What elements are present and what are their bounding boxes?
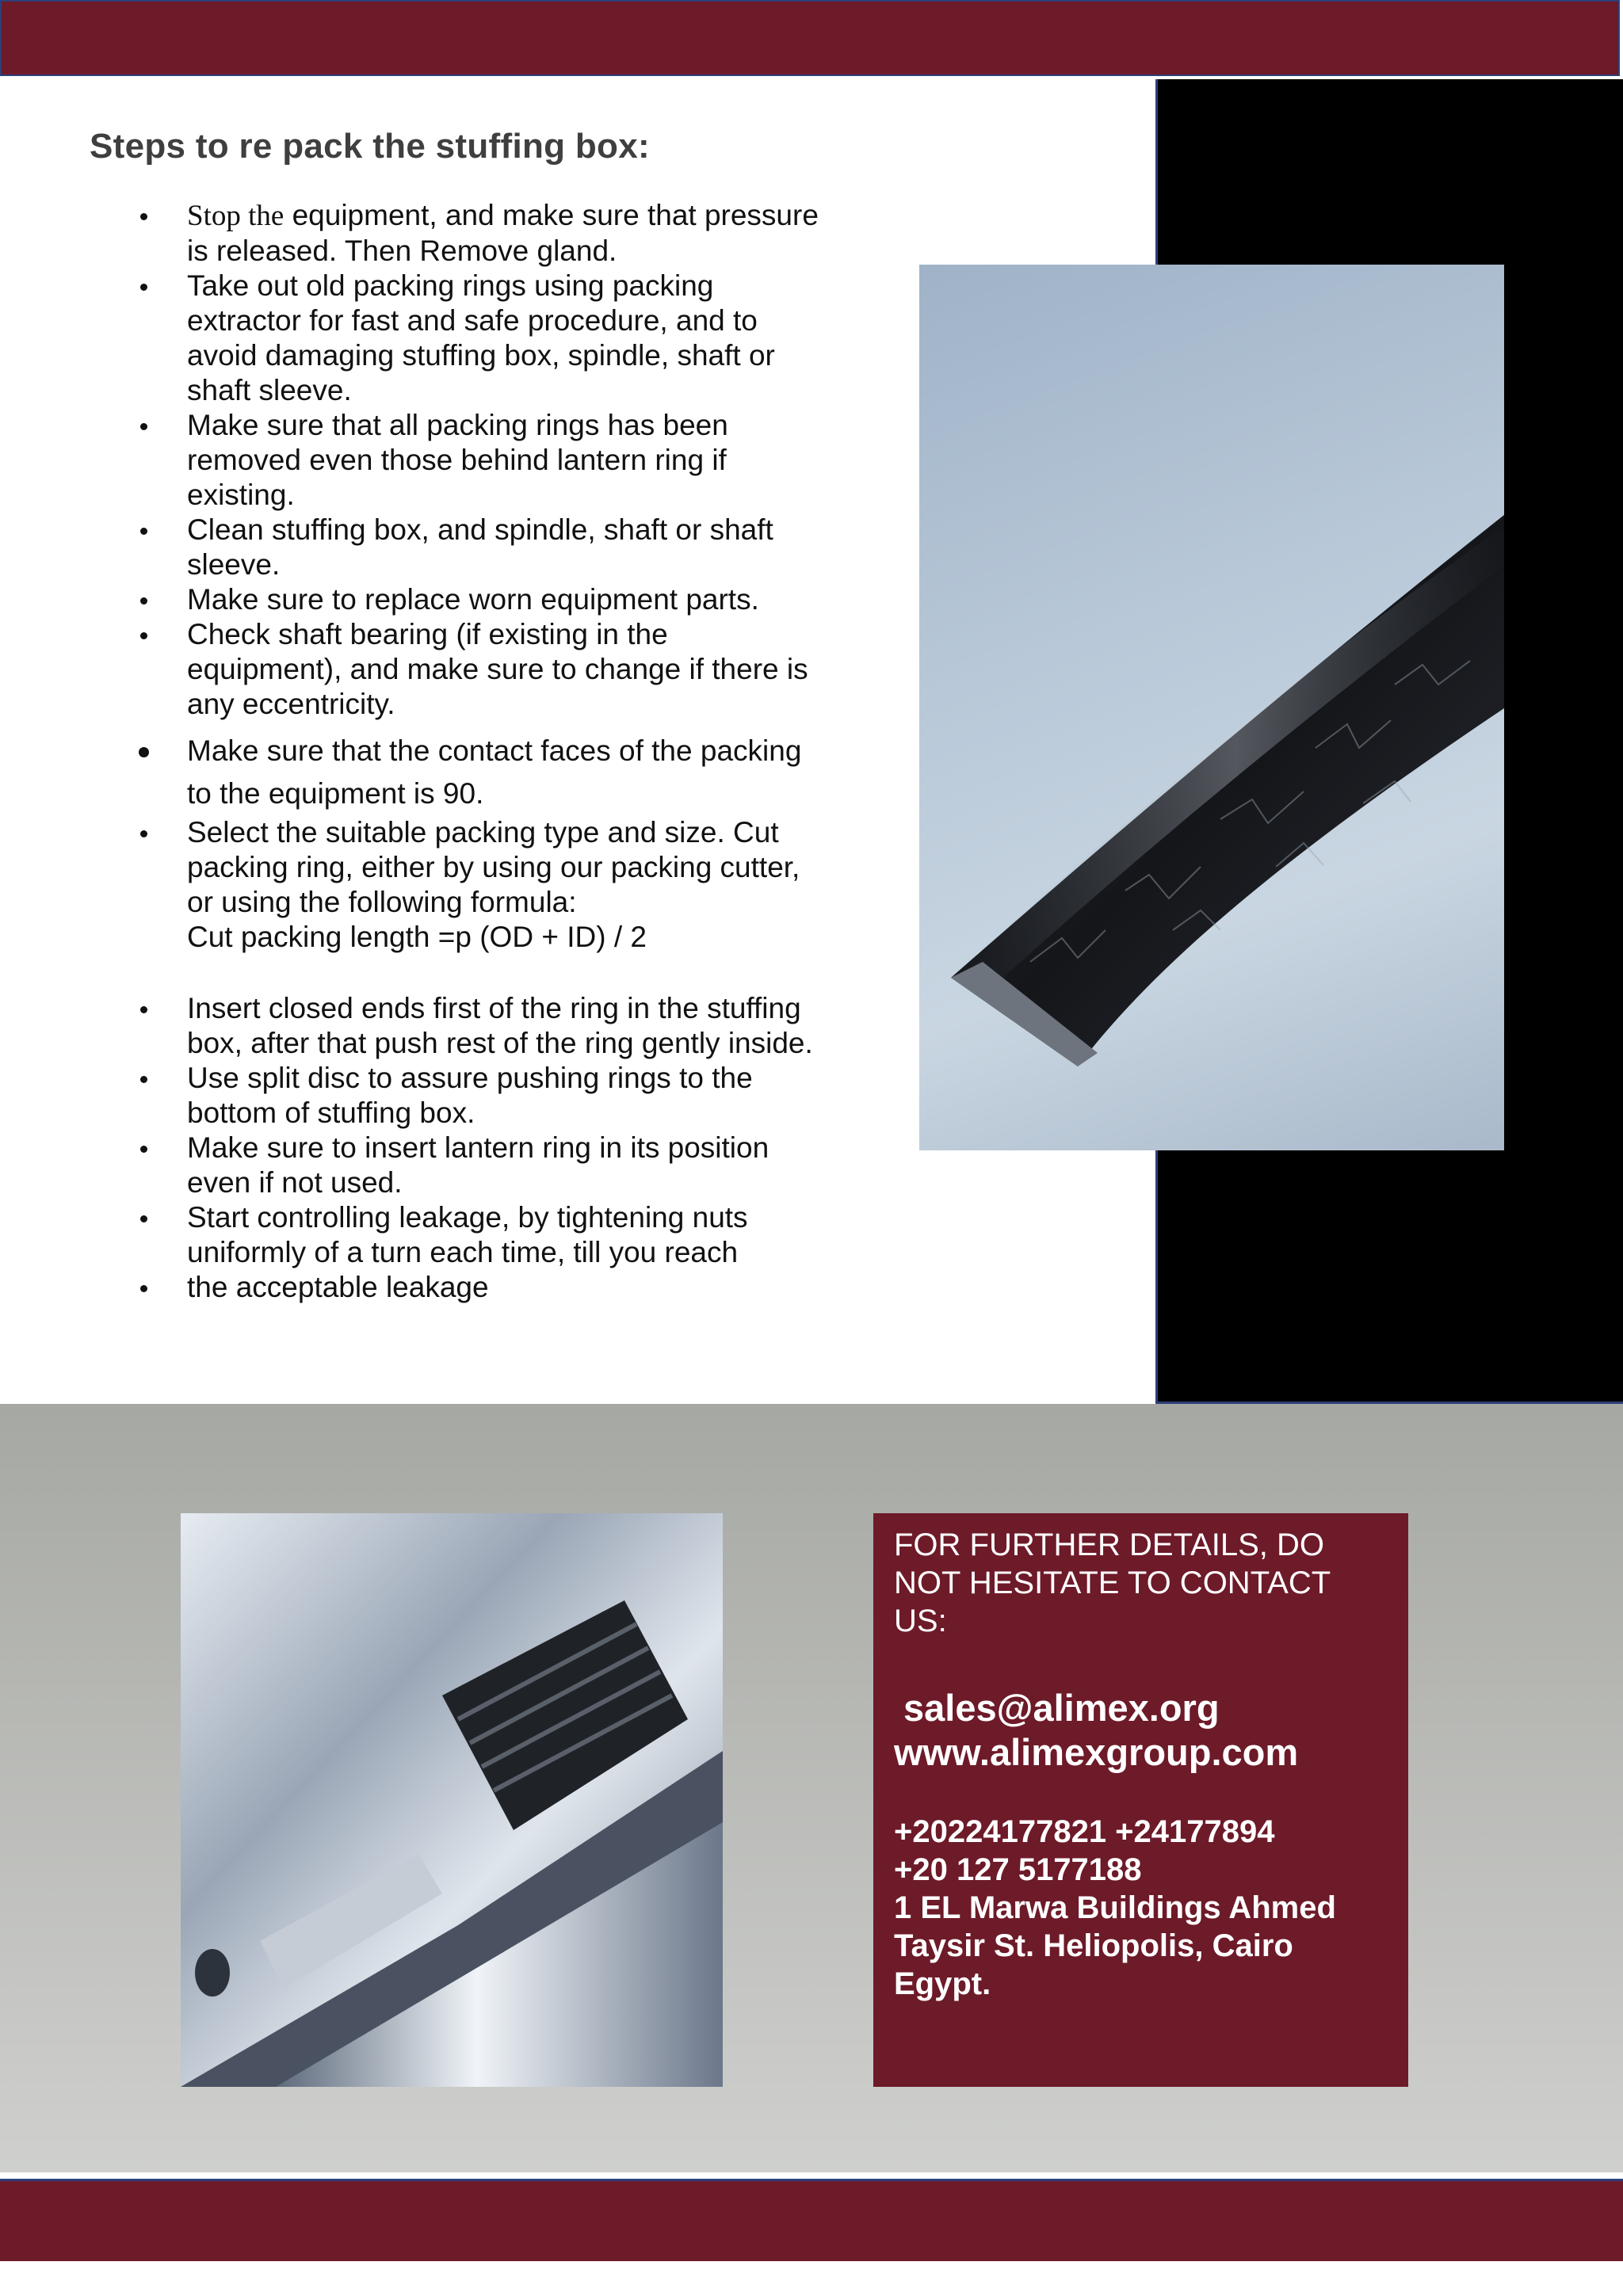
step-text: Make sure to insert lantern ring in its position even if not used. [187, 1131, 769, 1199]
list-item [135, 617, 824, 722]
step-text: Start controlling leakage, by tightening nuts uniformly of a turn each time, till you reach [187, 1201, 748, 1268]
email-link[interactable]: sales@alimex.org [903, 1687, 1220, 1729]
contact-box [873, 1513, 1408, 2087]
list-item [135, 1131, 824, 1200]
page-title: Steps to re pack the stuffing box: [90, 127, 650, 166]
address-line: 1 EL Marwa Buildings Ahmed [894, 1890, 1336, 1925]
step-text: Insert closed ends first of the ring in the stuffing box, after that push rest of the ring gently inside. [187, 992, 813, 1059]
stuffing-box-cutaway-photo [181, 1513, 723, 2087]
header-band [0, 0, 1620, 76]
phone-numbers: +20224177821 +24177894 [894, 1814, 1275, 1849]
list-item [135, 1270, 824, 1305]
repacking-steps-list [135, 198, 824, 1305]
list-item [135, 1200, 824, 1270]
step-text: Make sure that all packing rings has been removed even those behind lantern ring if existing. [187, 409, 728, 511]
footer-band [0, 2179, 1623, 2261]
step-text: Check shaft bearing (if existing in the equipment), and make sure to change if there is any eccentricity. [187, 618, 808, 720]
graphite-packing-photo [919, 265, 1504, 1150]
address-line: Egypt. [894, 1966, 991, 2001]
address-line: Taysir St. Heliopolis, Cairo [894, 1928, 1293, 1963]
list-item [135, 730, 824, 815]
list-item [135, 269, 824, 408]
footer [0, 2172, 1623, 2296]
step-text: the acceptable leakage [187, 1271, 489, 1303]
mobile-number: +20 127 5177188 [894, 1852, 1142, 1887]
step-text: Make sure to replace worn equipment parts. [187, 583, 759, 616]
list-item [135, 1061, 824, 1131]
step-text: equipment, and make sure that pressure is released. Then Remove gland. [187, 199, 819, 267]
step-text: Select the suitable packing type and size. Cut packing ring, either by using our packing cutter, or using the following formula: [187, 816, 800, 918]
step-text: Clean stuffing box, and spindle, shaft or shaft sleeve. [187, 513, 773, 581]
list-item [135, 582, 824, 617]
step-text: Use split disc to assure pushing rings to the bottom of stuffing box. [187, 1062, 753, 1129]
step-text: Make sure that the contact faces of the packing to the equipment is 90. [187, 734, 802, 810]
list-item [135, 991, 824, 1061]
formula-text: Cut packing length =p (OD + ID) / 2 [187, 921, 647, 953]
list-item [135, 408, 824, 513]
step-text: Take out old packing rings using packing extractor for fast and safe procedure, and to avoid damaging stuffing box, spindle, shaft or shaft sleeve. [187, 269, 775, 406]
list-item [135, 815, 824, 955]
list-item [135, 513, 824, 582]
contact-heading: FOR FURTHER DETAILS, DO NOT HESITATE TO CONTACT US: [894, 1527, 1331, 1638]
website-link[interactable]: www.alimexgroup.com [894, 1731, 1299, 1773]
step-lead-text: Stop the [187, 200, 285, 232]
list-item [135, 198, 824, 269]
